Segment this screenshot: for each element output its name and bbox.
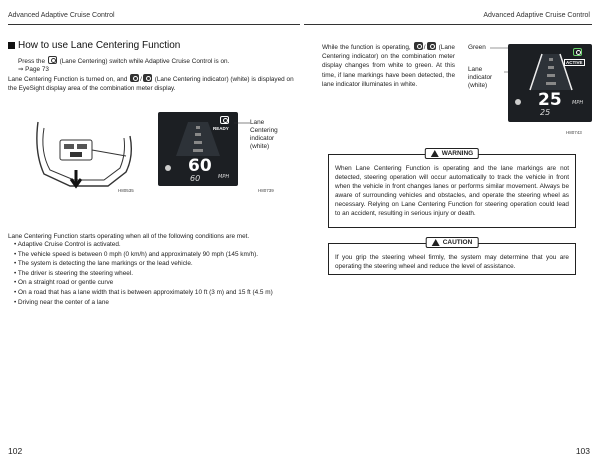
meter-display-active (508, 44, 592, 122)
ready-label: READY (213, 126, 229, 131)
lane-centering-indicator-icon-alt (143, 74, 152, 82)
figure-code-meter: H80739 (258, 188, 274, 193)
lane-centering-indicator-icon (130, 74, 139, 82)
speed-unit: MPH (572, 100, 584, 106)
operating-paragraph: While the function is operating, / (Lane Centering indicator) on the combination meter display changes from white to green. At this time, if lane markings have been detected, the lane indicator illuminates in white. (322, 44, 455, 88)
caution-triangle-icon (432, 239, 440, 246)
current-speed: 25 (540, 108, 551, 117)
indicator-callout: Lane Centering indicator (white) (250, 119, 278, 150)
section-title-text: How to use Lane Centering Function (18, 40, 181, 51)
callout-line (234, 120, 250, 126)
active-label: ACTIVE (566, 60, 583, 65)
list-item: • On a road that has a lane width that is between approximately 10 ft (3 m) and 15 ft (4.5 m) (14, 288, 299, 298)
page-number-right: 103 (575, 446, 590, 456)
warning-text: When Lane Centering Function is operating and the lane markings are not detected, steering operation will occur automatically to track the vehicle in front when the vehicle in front changes lanes or performs similar movement. Always be aware of surrounding vehicles and obstacles, and operate the steering wheel as necessary. Relying on Lane Centering Function for steering operation could lead to an accident, resulting in serious injury or death. (335, 165, 569, 218)
lane-centering-indicator-icon (414, 42, 423, 50)
list-item: • The vehicle speed is between 0 mph (0 km/h) and approximately 90 mph (145 km/h). (14, 250, 299, 260)
header-rule-right (304, 24, 592, 25)
page-reference[interactable]: ⇒ Page 73 (18, 66, 49, 73)
press-instruction: Press the (Lane Centering) switch while Adaptive Cruise Control is on. (18, 58, 230, 65)
warning-badge: WARNING (425, 148, 479, 159)
section-title (8, 40, 180, 51)
lane-indicator-callout: Lane indicator (white) (468, 66, 493, 89)
current-speed: 60 (190, 174, 201, 183)
lane-centering-indicator-icon (220, 116, 229, 124)
header-rule-left (8, 24, 300, 25)
steering-wheel-icon (30, 112, 140, 192)
section-square-icon (8, 42, 15, 49)
figure-code-wheel: H80535 (118, 188, 134, 193)
figure-code-right: H80743 (566, 130, 582, 135)
set-speed: 60 (188, 156, 212, 176)
running-header-left: Advanced Adaptive Cruise Control (8, 12, 115, 19)
lane-centering-switch-icon (48, 56, 57, 64)
page-number-left: 102 (8, 446, 23, 456)
green-callout: Green (468, 44, 486, 51)
list-item: • On a straight road or gentle curve (14, 278, 299, 288)
conditions-list (14, 240, 299, 307)
caution-badge: CAUTION (426, 237, 479, 248)
conditions-intro: Lane Centering Function starts operating when all of the following conditions are met. (8, 233, 250, 240)
list-item: • Adaptive Cruise Control is activated. (14, 240, 299, 250)
indicator-paragraph: Lane Centering Function is turned on, and / (Lane Centering indicator) (white) is displayed on the EyeSight display area of the combination meter display. (8, 76, 294, 93)
lane-centering-indicator-green-icon (573, 48, 582, 56)
lane-centering-indicator-icon-alt (427, 42, 436, 50)
list-item: • The system is detecting the lane markings or the lead vehicle. (14, 259, 299, 269)
list-item: • The driver is steering the steering wheel. (14, 269, 299, 279)
steering-wheel-illustration (30, 112, 140, 192)
meter-display-ready (158, 112, 238, 186)
caution-text: If you grip the steering wheel firmly, the system may determine that you are operating the steering wheel and reduce the level of assistance. (335, 254, 569, 271)
running-header-right: Advanced Adaptive Cruise Control (483, 12, 590, 19)
warning-triangle-icon (431, 150, 439, 157)
warning-box (328, 150, 576, 228)
caution-box (328, 239, 576, 275)
set-speed: 25 (538, 90, 562, 110)
speed-unit: MPH (218, 174, 230, 180)
list-item: • Driving near the center of a lane (14, 298, 299, 308)
